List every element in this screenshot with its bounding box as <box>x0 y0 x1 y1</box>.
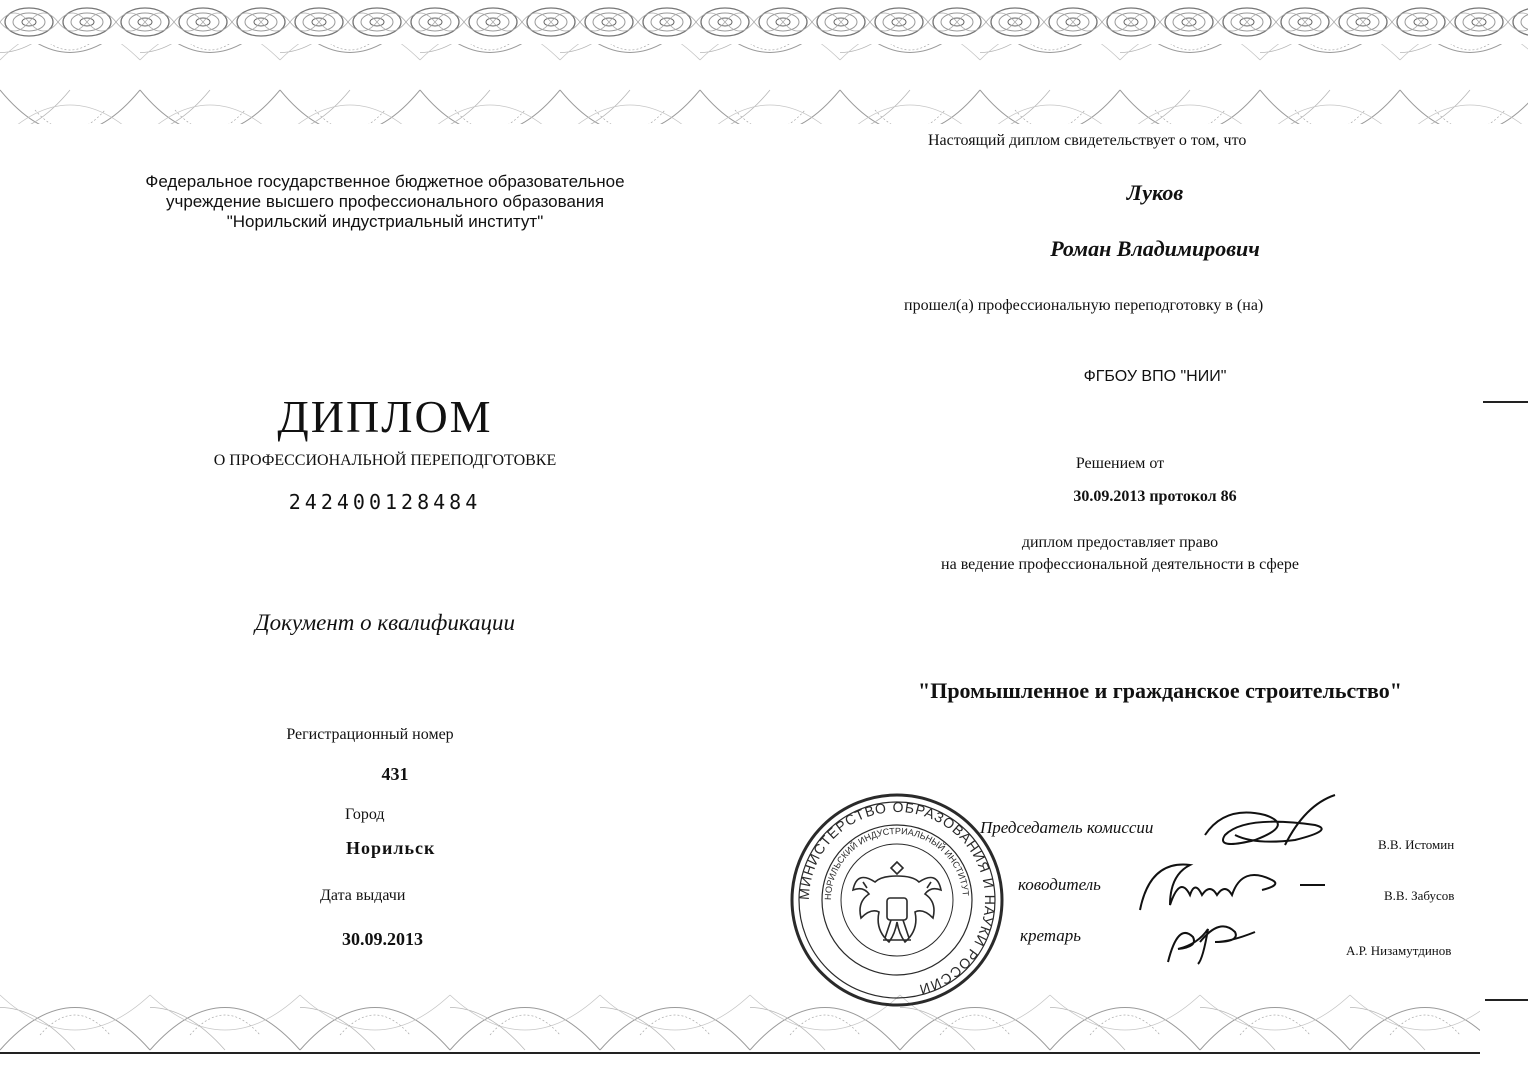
document-number: 242400128484 <box>288 490 482 514</box>
institution-line-3: "Норильский индустриальный институт" <box>226 212 544 231</box>
holder-given-names: Роман Владимирович <box>1050 236 1260 261</box>
document-title: ДИПЛОМ <box>277 391 493 442</box>
chair-name: В.В. Истомин <box>1378 837 1455 852</box>
document-subtitle: О ПРОФЕССИОНАЛЬНОЙ ПЕРЕПОДГОТОВКЕ <box>213 452 557 469</box>
organization-short: ФГБОУ ВПО "НИИ" <box>1083 368 1227 385</box>
double-headed-eagle-emblem <box>853 862 941 942</box>
head-name: В.В. Забусов <box>1384 888 1455 903</box>
official-seal <box>787 790 1007 1010</box>
seal-inner-text: НОРИЛЬСКИЙ ИНДУСТРИАЛЬНЫЙ ИНСТИТУТ <box>822 825 971 901</box>
ornament-border-top <box>0 0 1528 130</box>
decision-label: Решением от <box>1075 455 1165 472</box>
edge-mark <box>1483 401 1528 403</box>
specialty-name: "Промышленное и гражданское строительство" <box>918 678 1402 703</box>
secretary-role: кретарь <box>1020 926 1081 945</box>
secretary-name: А.Р. Низамутдинов <box>1346 943 1452 958</box>
rights-line-1: диплом предоставляет право <box>1021 534 1219 551</box>
passed-text: прошел(а) профессиональную переподготовку в (на) <box>904 297 1264 314</box>
decision-value: 30.09.2013 протокол 86 <box>1073 488 1237 505</box>
institution-line-1: Федеральное государственное бюджетное образовательное <box>145 172 625 191</box>
chair-signature <box>1195 790 1355 860</box>
holder-surname: Луков <box>1126 180 1184 205</box>
registration-number: 431 <box>381 764 409 784</box>
rights-text <box>880 532 1360 576</box>
institution-name <box>60 172 710 232</box>
city-value: Норильск <box>346 838 436 858</box>
registration-label: Регистрационный номер <box>286 726 454 743</box>
seal-outer-text: МИНИСТЕРСТВО ОБРАЗОВАНИЯ И НАУКИ РОССИИ <box>795 798 999 999</box>
intro-text: Настоящий диплом свидетельствует о том, что <box>928 132 1247 149</box>
secretary-signature <box>1160 912 1270 972</box>
institution-line-2: учреждение высшего профессионального образования <box>165 192 605 211</box>
issue-date-label: Дата выдачи <box>320 887 406 904</box>
head-role: ководитель <box>1018 875 1101 894</box>
ornament-border-bottom <box>0 975 1528 1080</box>
document-type: Документ о квалификации <box>254 610 516 635</box>
chair-role: Председатель комиссии <box>980 818 1154 837</box>
city-label: Город <box>345 806 385 823</box>
rights-line-2: на ведение профессиональной деятельности в сфере <box>941 556 1299 573</box>
issue-date-value: 30.09.2013 <box>342 929 423 949</box>
